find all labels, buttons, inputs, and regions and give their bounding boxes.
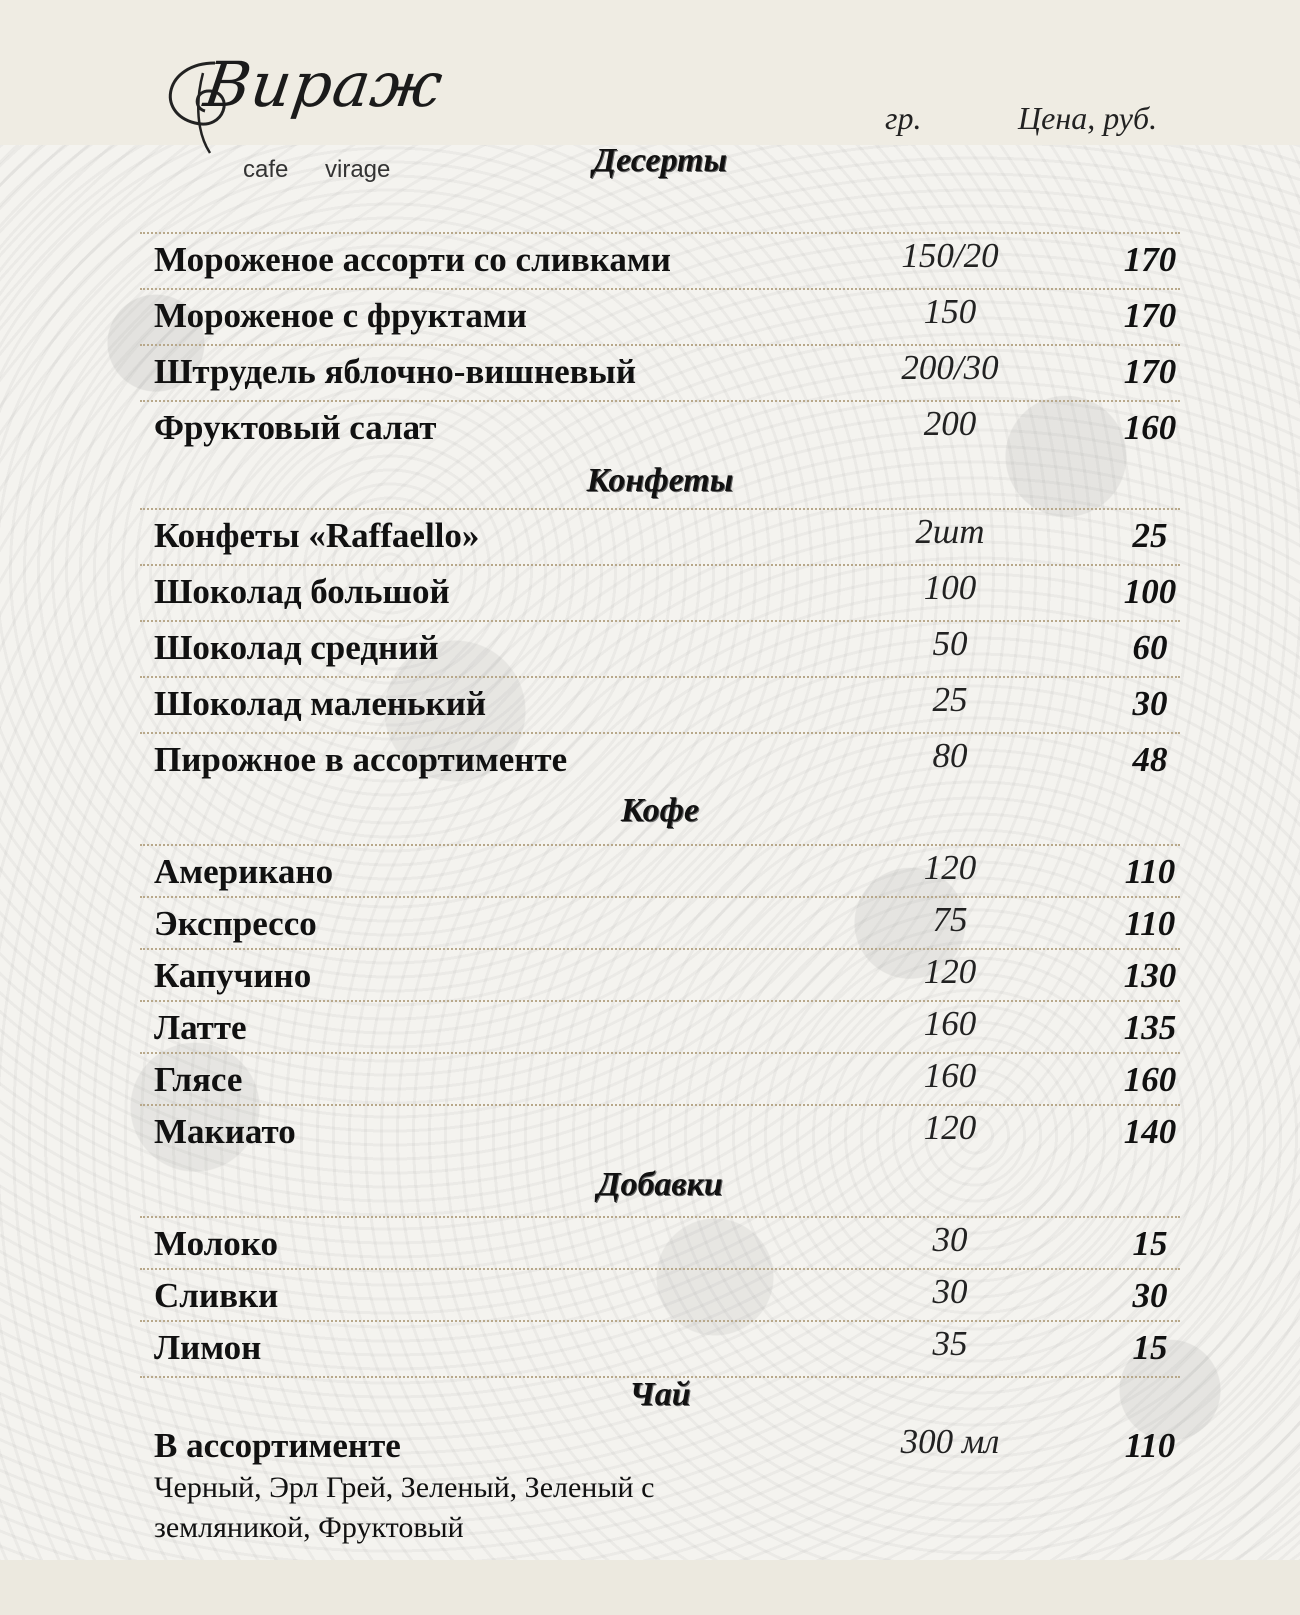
item-name: Шоколад большой bbox=[154, 572, 450, 611]
menu-row bbox=[140, 1104, 1180, 1160]
item-name: Шоколад средний bbox=[154, 628, 439, 667]
menu-row bbox=[140, 1320, 1180, 1378]
item-name: Молоко bbox=[154, 1224, 278, 1263]
item-weight: 150 bbox=[923, 292, 977, 331]
price-column-header: Цена, руб. bbox=[1018, 100, 1158, 136]
menu-row bbox=[140, 344, 1180, 400]
item-price: 110 bbox=[1124, 852, 1176, 891]
logo-cafe-text: cafe bbox=[243, 156, 289, 183]
section-title-tea: Чай bbox=[629, 1376, 691, 1413]
menu-row bbox=[140, 1052, 1180, 1108]
item-name: Мороженое ассорти со сливками bbox=[154, 240, 671, 279]
item-price: 60 bbox=[1132, 628, 1168, 667]
item-name: Лимон bbox=[154, 1328, 262, 1367]
weight-column-header: гр. bbox=[885, 100, 922, 136]
item-price: 100 bbox=[1123, 572, 1177, 611]
item-price: 25 bbox=[1132, 516, 1168, 555]
item-name: В ассортименте bbox=[154, 1426, 401, 1465]
menu-row bbox=[140, 732, 1180, 788]
section-title-coffee: Кофе bbox=[620, 792, 700, 829]
menu-row bbox=[140, 676, 1180, 732]
item-weight: 75 bbox=[932, 900, 968, 939]
item-weight: 80 bbox=[932, 736, 968, 775]
item-weight: 50 bbox=[932, 624, 968, 663]
item-price: 15 bbox=[1132, 1328, 1168, 1367]
item-price: 110 bbox=[1124, 1426, 1176, 1465]
section-title-additions: Добавки bbox=[597, 1166, 723, 1203]
menu-row bbox=[140, 1216, 1180, 1272]
item-weight: 30 bbox=[932, 1220, 968, 1259]
item-name: Пирожное в ассортименте bbox=[154, 740, 568, 779]
item-price: 160 bbox=[1123, 408, 1177, 447]
item-weight: 200 bbox=[923, 404, 977, 443]
menu-row bbox=[140, 896, 1180, 952]
item-weight: 120 bbox=[923, 952, 977, 991]
item-name: Фруктовый салат bbox=[154, 408, 437, 447]
item-price: 30 bbox=[1132, 684, 1168, 723]
item-name: Капучино bbox=[154, 956, 312, 995]
item-price: 15 bbox=[1132, 1224, 1168, 1263]
tea-description: Черный, Эрл Грей, Зеленый, Зеленый с земляникой, Фруктовый bbox=[154, 1471, 655, 1544]
item-weight: 25 bbox=[932, 680, 968, 719]
item-weight: 120 bbox=[923, 1108, 977, 1147]
item-price: 170 bbox=[1123, 296, 1177, 335]
menu-row bbox=[140, 1268, 1180, 1324]
item-price: 48 bbox=[1132, 740, 1168, 779]
item-weight: 35 bbox=[932, 1324, 968, 1363]
item-name: Глясе bbox=[154, 1060, 243, 1099]
menu-row bbox=[140, 508, 1180, 564]
item-weight: 160 bbox=[923, 1056, 977, 1095]
menu-row bbox=[140, 844, 1180, 900]
menu-row bbox=[140, 400, 1180, 456]
item-price: 30 bbox=[1132, 1276, 1168, 1315]
item-weight: 160 bbox=[923, 1004, 977, 1043]
menu-row bbox=[140, 620, 1180, 676]
section-title-desserts: Десерты bbox=[592, 142, 728, 179]
item-weight: 2шт bbox=[915, 512, 985, 551]
item-price: 130 bbox=[1123, 956, 1177, 995]
item-price: 110 bbox=[1124, 904, 1176, 943]
item-weight: 200/30 bbox=[901, 348, 999, 387]
logo-virage-text: virage bbox=[325, 156, 391, 183]
item-name: Мороженое с фруктами bbox=[154, 296, 527, 335]
section-title-candies: Конфеты bbox=[586, 462, 734, 499]
item-weight: 100 bbox=[923, 568, 977, 607]
item-weight: 120 bbox=[923, 848, 977, 887]
footer-band bbox=[0, 1560, 1300, 1615]
item-name: Американо bbox=[154, 852, 334, 891]
item-name: Макиато bbox=[154, 1112, 296, 1151]
item-name: Конфеты «Raffaello» bbox=[154, 516, 480, 555]
menu-row bbox=[140, 948, 1180, 1004]
menu-row bbox=[140, 1420, 1180, 1474]
menu-row bbox=[140, 1000, 1180, 1056]
item-weight: 30 bbox=[932, 1272, 968, 1311]
item-price: 160 bbox=[1123, 1060, 1177, 1099]
item-price: 170 bbox=[1123, 352, 1177, 391]
item-weight: 300 мл bbox=[900, 1422, 1000, 1461]
item-weight: 150/20 bbox=[901, 236, 999, 275]
item-name: Штрудель яблочно-вишневый bbox=[154, 352, 637, 391]
item-price: 135 bbox=[1123, 1008, 1177, 1047]
item-name: Латте bbox=[154, 1008, 247, 1047]
menu-row bbox=[140, 288, 1180, 344]
item-price: 170 bbox=[1123, 240, 1177, 279]
menu-row bbox=[140, 564, 1180, 620]
item-price: 140 bbox=[1123, 1112, 1177, 1151]
item-name: Экспрессо bbox=[154, 904, 317, 943]
item-name: Шоколад маленький bbox=[154, 684, 487, 723]
menu-row bbox=[140, 232, 1180, 288]
item-name: Сливки bbox=[154, 1276, 279, 1315]
logo-script-text: Вираж bbox=[199, 48, 448, 121]
